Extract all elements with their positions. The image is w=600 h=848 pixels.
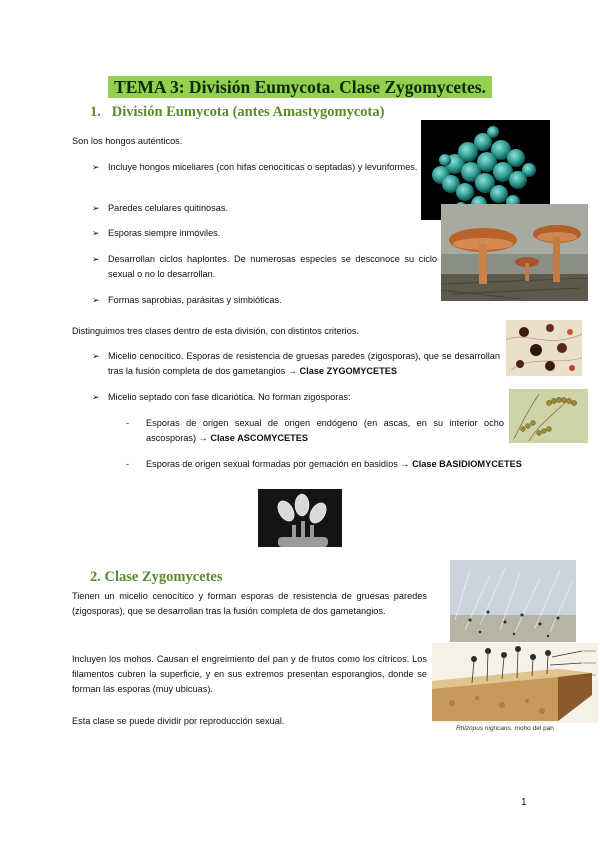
section-2-heading bbox=[90, 568, 222, 586]
bullet-text: Formas saprobias, parásitas y simbióticas. bbox=[108, 295, 282, 305]
arrow-bullet-icon: ➢ bbox=[92, 351, 100, 361]
section-1-number: 1. bbox=[90, 104, 101, 120]
arrow-bullet-icon: ➢ bbox=[92, 203, 100, 213]
list-item bbox=[126, 457, 526, 472]
list-item bbox=[92, 252, 437, 282]
zygospores-photo bbox=[506, 320, 582, 376]
section-2-paragraph-3: Esta clase se puede dividir por reproducción sexual. bbox=[72, 716, 285, 726]
arrow-bullet-icon: ➢ bbox=[92, 254, 100, 264]
section-2-number: 2. bbox=[90, 569, 101, 585]
bullet-text: Micelio cenocítico. Esporas de resistencia de gruesas paredes (zigosporas), que se desarrollan tras la fusión completa de dos gametangios → Clase ZYGOMYCETES bbox=[108, 351, 500, 376]
list-item bbox=[92, 201, 422, 216]
dash-bullet: - bbox=[126, 459, 129, 469]
arrow-bullet-icon: ➢ bbox=[92, 162, 100, 172]
rhizopus-caption: Rhizopus nigricans. moho del pan bbox=[456, 725, 554, 732]
ascospores-photo bbox=[509, 389, 588, 443]
bullet-text: Incluye hongos miceliares (con hifas cenocíticas o septadas) y levuriformes. bbox=[108, 162, 418, 172]
section-2-paragraph-1: Tienen un micelio cenocítico y forman esporas de resistencia de gruesas paredes (zigosporas), que se desarrollan tras la fusión completa de dos gametangios. bbox=[72, 591, 427, 616]
list-item bbox=[126, 416, 504, 446]
bullet-text: Desarrollan ciclos haplontes. De numerosas especies se desconoce su ciclo sexual o no lo desarrollan. bbox=[108, 254, 437, 279]
list-item bbox=[92, 293, 422, 308]
classes-intro: Distinguimos tres clases dentro de esta división, con distintos criterios. bbox=[72, 326, 359, 336]
section-1-title: División Eumycota (antes Amastygomycota) bbox=[111, 104, 385, 120]
rhizopus-illustration bbox=[432, 643, 598, 723]
list-item bbox=[92, 160, 422, 175]
section-1-intro: Son los hongos auténticos. bbox=[72, 136, 183, 146]
arrow-bullet-icon: ➢ bbox=[92, 392, 100, 402]
list-item bbox=[92, 349, 500, 379]
bullet-text: Micelio septado con fase dicariótica. No forman zigosporas: bbox=[108, 392, 351, 402]
arrow-bullet-icon: ➢ bbox=[92, 228, 100, 238]
page-number: 1 bbox=[521, 797, 527, 808]
section-1-heading bbox=[90, 103, 384, 121]
arrow-bullet-icon: ➢ bbox=[92, 295, 100, 305]
dash-bullet: - bbox=[126, 418, 129, 428]
bullet-text: Esporas de origen sexual formadas por gemación en basidios → Clase BASIDIOMYCETES bbox=[146, 459, 522, 469]
section-2-paragraph-2: Incluyen los mohos. Causan el engreimiento del pan y de frutos como los cítricos. Los filamentos cubren la superficie, y en sus extremos presentan esporangios, donde se forman las esporas (muy ubicuas). bbox=[72, 654, 427, 694]
basidia-photo bbox=[258, 489, 342, 547]
bullet-text: Esporas siempre inmóviles. bbox=[108, 228, 221, 238]
bread-mold-photo bbox=[450, 560, 576, 642]
list-item bbox=[92, 226, 422, 241]
bullet-text: Esporas de origen sexual de origen endógeno (en ascas, en su interior ocho ascosporas) → Clase ASCOMYCETES bbox=[146, 418, 504, 443]
bullet-text: Paredes celulares quitinosas. bbox=[108, 203, 229, 213]
list-item bbox=[92, 390, 500, 405]
mushrooms-photo bbox=[441, 204, 588, 301]
section-2-title: Clase Zygomycetes bbox=[104, 569, 223, 585]
page-title: TEMA 3: División Eumycota. Clase Zygomycetes. bbox=[108, 76, 492, 98]
